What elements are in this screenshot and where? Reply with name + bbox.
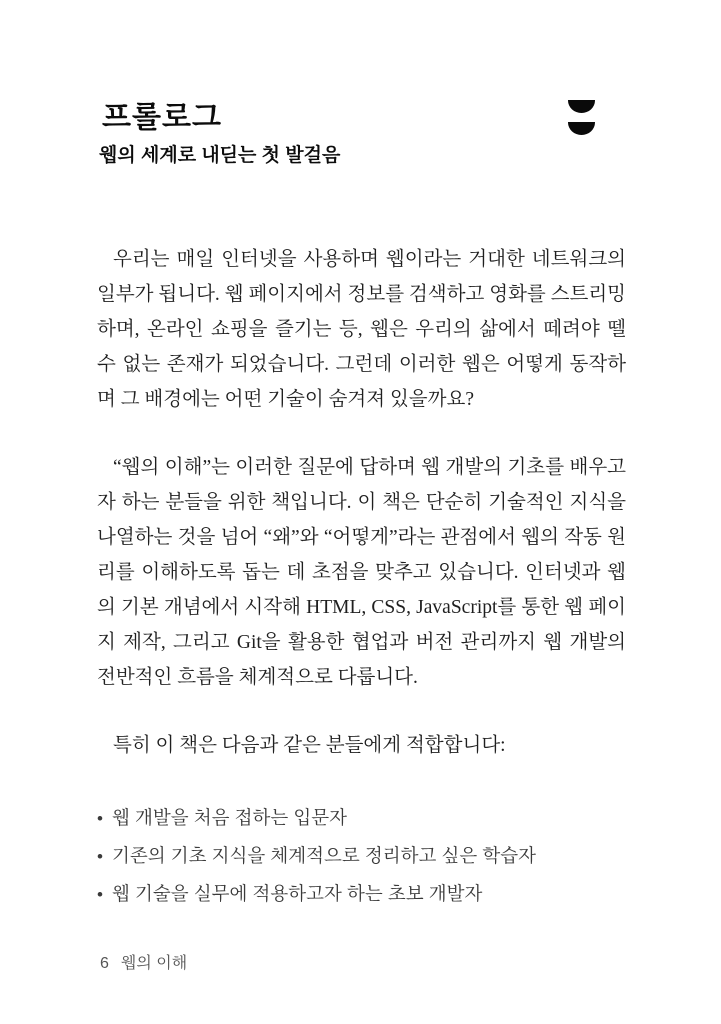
bullet-text-junior-dev: 웹 기술을 실무에 적용하고자 하는 초보 개발자 [111, 883, 483, 904]
footer-book-title: 웹의 이해 [120, 955, 188, 972]
page-footer [100, 950, 187, 973]
page-number: 6 [100, 955, 109, 972]
logo-half-circle-top [568, 100, 595, 113]
paragraph-audience-lead-in: 특히 이 책은 다음과 같은 분들에게 적합합니다: [113, 735, 506, 756]
page-title: 프롤로그 [102, 101, 222, 134]
logo-half-circle-bottom [568, 122, 595, 135]
publisher-logo-icon [568, 100, 595, 135]
audience-bullet-list [97, 799, 626, 913]
paragraph-intro: 우리는 매일 인터넷을 사용하며 웹이라는 거대한 네트워크의 일부가 됩니다. 웹 페이지에서 정보를 검색하고 영화를 스트리밍하며, 온라인 쇼핑을 즐기는 등, 웹은 우리의 삶에서 떼려야 뗄 수 없는 존재가 되었습니다. 그런데 이러한 웹은 어떻게 동작하며 그 배경에는 어떤 기술이 숨겨져 있을까요? [97, 249, 626, 410]
bullet-icon: • [97, 847, 103, 866]
list-item [97, 837, 626, 875]
bullet-icon: • [97, 885, 103, 904]
body-text-block [97, 242, 626, 913]
paragraph-book-description: “웹의 이해”는 이러한 질문에 답하며 웹 개발의 기초를 배우고자 하는 분들을 위한 책입니다. 이 책은 단순히 기술적인 지식을 나열하는 것을 넘어 “왜”와 “어떻게”라는 관점에서 웹의 작동 원리를 이해하도록 돕는 데 초점을 맞추고 있습니다. 인터넷과 웹의 기본 개념에서 시작해 HTML, CSS, JavaScript를 통한 웹 페이지 제작, 그리고 Git을 활용한 협업과 버전 관리까지 웹 개발의 전반적인 흐름을 체계적으로 다룹니다. [97, 457, 626, 688]
bullet-text-beginner: 웹 개발을 처음 접하는 입문자 [111, 807, 347, 828]
bullet-text-learner: 기존의 기초 지식을 체계적으로 정리하고 싶은 학습자 [111, 845, 536, 866]
list-item [97, 799, 626, 837]
page-subtitle: 웹의 세계로 내딛는 첫 발걸음 [99, 145, 341, 166]
list-item [97, 875, 626, 913]
bullet-icon: • [97, 809, 103, 828]
